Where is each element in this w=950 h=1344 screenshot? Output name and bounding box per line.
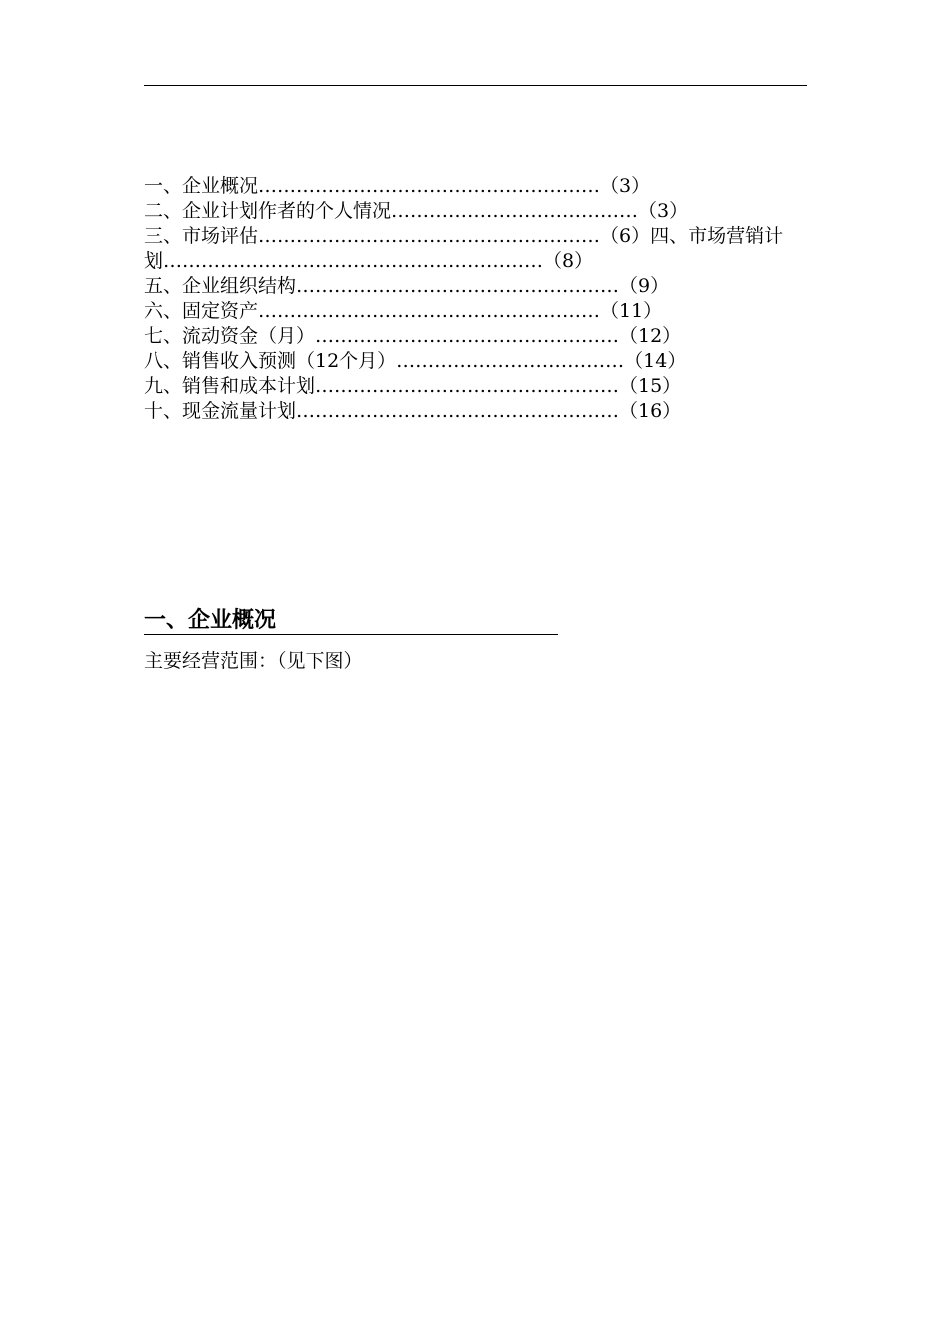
toc-line[interactable]: 七、流动资金（月）…………………………………………（12） (144, 325, 682, 347)
section-heading: 一、企业概况 (144, 606, 558, 635)
toc-line[interactable]: 八、销售收入预测（12个月）………………………………（14） (144, 350, 687, 372)
header-rule (144, 85, 807, 86)
table-of-contents (144, 174, 807, 424)
toc-line[interactable]: 划……………………………………………………（8） (144, 250, 594, 272)
toc-line[interactable]: 二、企业计划作者的个人情况…………………………………（3） (144, 200, 689, 222)
toc-line[interactable]: 五、企业组织结构……………………………………………（9） (144, 275, 670, 297)
toc-line[interactable]: 十、现金流量计划……………………………………………（16） (144, 400, 682, 422)
toc-line[interactable]: 九、销售和成本计划…………………………………………（15） (144, 375, 682, 397)
toc-line[interactable]: 三、市场评估………………………………………………（6）四、市场营销计 (144, 225, 784, 247)
section-body-text: 主要经营范围：（见下图） (144, 650, 363, 672)
toc-line[interactable]: 一、企业概况………………………………………………（3） (144, 175, 651, 197)
toc-line[interactable]: 六、固定资产………………………………………………（11） (144, 300, 663, 322)
